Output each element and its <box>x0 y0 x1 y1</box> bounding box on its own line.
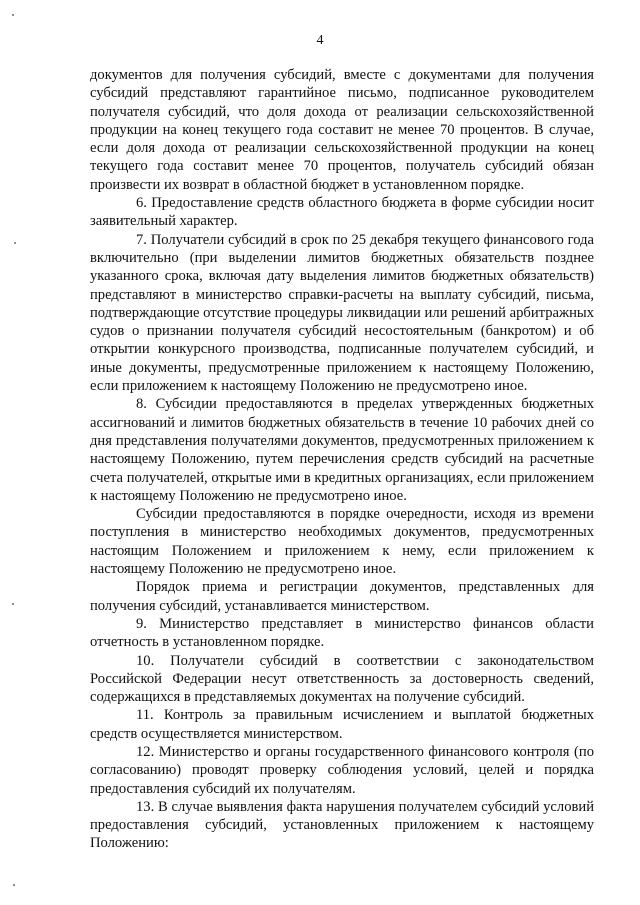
paragraph-registration: Порядок приема и регистрации документов, представленных для получения субсидий, устанавливается министерством. <box>90 579 594 614</box>
scan-speck <box>13 884 15 886</box>
paragraph-item-11: 11. Контроль за правильным исчислением и выплатой бюджетных средств осуществляется министерством. <box>90 707 594 742</box>
paragraph-item-12: 12. Министерство и органы государственного финансового контроля (по согласованию) проводят проверку соблюдения условий, целей и порядка предоставления субсидий их получателям. <box>90 743 594 797</box>
page-number: 4 <box>316 33 324 48</box>
document-body <box>90 66 594 853</box>
paragraph-item-7: 7. Получатели субсидий в срок по 25 декабря текущего финансового года включительно (при выделении лимитов бюджетных обязательств позднее указанного срока, включая дату выделения лимитов бюджетных обязательств) представляют в министерство справки-расчеты на выплату субсидий, письма, подтверждающие отсутствие процедуры ликвидации или решений арбитражных судов о признании получателя субсидий несостоятельным (банкротом) и об открытии конкурсного производства, подписанные получателем субсидий, и иные документы, предусмотренные приложением к настоящему Положению, если приложением к настоящему Положению не предусмотрено иное. <box>90 231 594 395</box>
paragraph-order: Субсидии предоставляются в порядке очередности, исходя из времени поступления в министерство необходимых документов, предусмотренных настоящим Положением и приложением к нему, если приложением к настоящему Положению не предусмотрено иное. <box>90 506 594 578</box>
paragraph-item-8: 8. Субсидии предоставляются в пределах утвержденных бюджетных ассигнований и лимитов бюджетных обязательств в течение 10 рабочих дней со дня представления получателями документов, предусмотренных приложением к настоящему Положению, путем перечисления средств субсидий на расчетные счета получателей, открытые ими в кредитных организациях, если приложением к настоящему Положению не предусмотрено иное. <box>90 396 594 504</box>
scan-speck <box>12 603 14 605</box>
scan-speck <box>12 14 14 16</box>
paragraph-continuation: документов для получения субсидий, вместе с документами для получения субсидий представляют гарантийное письмо, подписанное руководителем получателя субсидий, что доля дохода от реализации сельскохозяйственной продукции на конец текущего года составит не менее 70 процентов. В случае, если доля дохода от реализации сельскохозяйственной продукции на конец текущего года составит менее 70 процентов, получатель субсидий обязан произвести их возврат в областной бюджет в установленном порядке. <box>90 67 594 193</box>
paragraph-item-10: 10. Получатели субсидий в соответствии с законодательством Российской Федерации несут ответственность за достоверность сведений, содержащихся в представляемых документах на получение субсидий. <box>90 652 594 706</box>
paragraph-item-9: 9. Министерство представляет в министерство финансов области отчетность в установленном порядке. <box>90 615 594 651</box>
paragraph-item-13: 13. В случае выявления факта нарушения получателем субсидий условий предоставления субсидий, установленных приложением к настоящему Положению: <box>90 798 594 852</box>
scan-speck <box>14 242 16 244</box>
paragraph-item-6: 6. Предоставление средств областного бюджета в форме субсидии носит заявительный характер. <box>90 195 594 230</box>
